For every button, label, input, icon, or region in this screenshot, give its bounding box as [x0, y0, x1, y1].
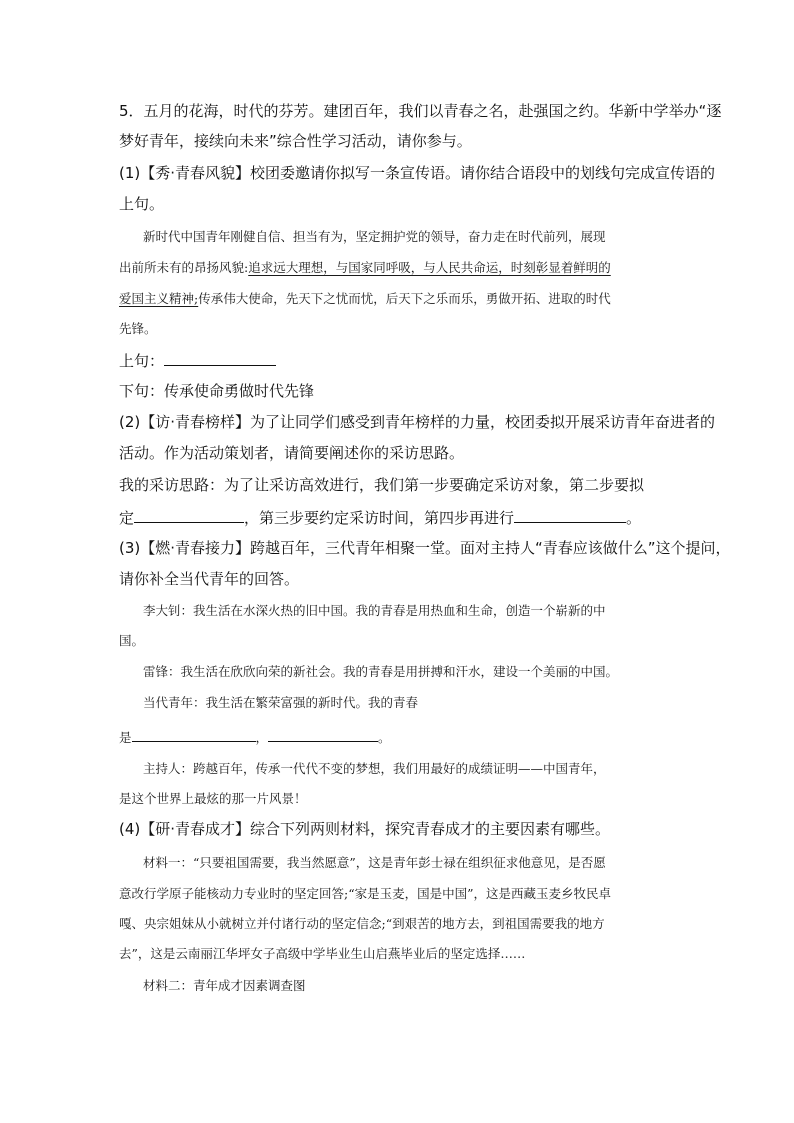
part2-idea-line-1: 我的采访思路：为了让采访高效进行，我们第一步要确定采访对象，第二步要拟: [119, 476, 645, 494]
part1-heading-line-1: (1)【秀·青春风貌】校团委邀请你拟写一条宣传语。请你结合语段中的划线句完成宣传语的: [119, 164, 716, 182]
passage-plain-text: 传承伟大使命，先天下之忧而忧，后天下之乐而乐，勇做开拓、进取的时代: [198, 291, 611, 306]
part1-passage-line-3: [119, 293, 611, 306]
material-one-line-2: 意改行学原子能核动力专业时的坚定回答;“家是玉麦，国是中国”，这是西藏玉麦乡牧民卓: [119, 886, 611, 901]
part2-heading-line-1: (2)【访·青春榜样】为了让同学们感受到青年榜样的力量，校团委拟开展采访青年奋进者的: [119, 413, 716, 431]
youth-answer-blank-1[interactable]: [132, 729, 256, 742]
youth-line-1: 当代青年：我生活在繁荣富强的新时代。我的青春: [143, 695, 419, 710]
q5-intro-line-1: 5．五月的花海，时代的芬芳。建团百年，我们以青春之名，赴强国之约。华新中学举办“逐: [119, 102, 722, 120]
q5-intro-line-2: 梦好青年，接续向未来”综合性学习活动，请你参与。: [119, 132, 472, 150]
step-two-blank[interactable]: [134, 510, 244, 523]
idea-text: 定: [119, 509, 135, 527]
host-line-2: 是这个世界上最炫的那一片风景！: [119, 791, 307, 806]
youth-text: 是: [119, 730, 132, 745]
upper-label: 上句：: [119, 352, 165, 370]
part1-passage-line-1: 新时代中国青年刚健自信、担当有为，坚定拥护党的领导，奋力走在时代前列，展现: [143, 229, 606, 244]
part1-passage-line-4: 先锋。: [119, 321, 157, 336]
part1-heading-line-2: 上句。: [119, 195, 165, 213]
step-four-blank[interactable]: [514, 510, 626, 523]
part2-heading-line-2: 活动。作为活动策划者，请简要阐述你的采访思路。: [119, 444, 465, 462]
passage-plain-text: 出前所未有的昂扬风貌:: [119, 260, 249, 275]
lei-feng-line: 雷锋：我生活在欣欣向荣的新社会。我的青春是用拼搏和汗水，建设一个美丽的中国。: [143, 664, 619, 679]
lower-line: 下句：传承使命勇做时代先锋: [119, 382, 315, 400]
underlined-sentence: 追求远大理想，与国家同呼吸，与人民共命运，时刻彰显着鲜明的: [248, 260, 611, 275]
upper-line: [119, 353, 276, 369]
part4-heading: (4)【研·青春成才】综合下列两则材料，探究青春成才的主要因素有哪些。: [119, 820, 611, 838]
host-line-1: 主持人：跨越百年，传承一代代不变的梦想，我们用最好的成绩证明——中国青年，: [143, 761, 606, 776]
material-one-line-1: 材料一：“只要祖国需要，我当然愿意”，这是青年彭士禄在组织征求他意见，是否愿: [143, 855, 606, 870]
material-two-line: 材料二：青年成才因素调查图: [143, 978, 306, 993]
underlined-sentence-end: 爱国主义精神;: [119, 291, 199, 306]
idea-text: 。: [626, 509, 642, 527]
part3-heading-line-2: 请你补全当代青年的回答。: [119, 570, 300, 588]
material-one-line-4: 去”，这是云南丽江华坪女子高级中学毕业生山启燕毕业后的坚定选择……: [119, 946, 526, 961]
upper-answer-blank[interactable]: [164, 353, 276, 366]
youth-answer-blank-2[interactable]: [268, 729, 378, 742]
youth-line-2: [119, 729, 391, 745]
youth-text: 。: [378, 730, 391, 745]
li-dazhao-line-2: 国。: [119, 633, 145, 648]
part3-heading-line-1: (3)【燃·青春接力】跨越百年，三代青年相聚一堂。面对主持人“青春应该做什么”这个提问，: [119, 539, 731, 557]
idea-text: ，第三步要约定采访时间，第四步再进行: [244, 509, 515, 527]
li-dazhao-line-1: 李大钊：我生活在水深火热的旧中国。我的青春是用热血和生命，创造一个崭新的中: [143, 603, 606, 618]
material-one-line-3: 嘎、央宗姐妹从小就树立并付诸行动的坚定信念;“到艰苦的地方去，到祖国需要我的地方: [119, 916, 605, 931]
part2-idea-line-2: [119, 510, 641, 526]
youth-text: ，: [255, 730, 269, 745]
part1-passage-line-2: [119, 262, 611, 275]
